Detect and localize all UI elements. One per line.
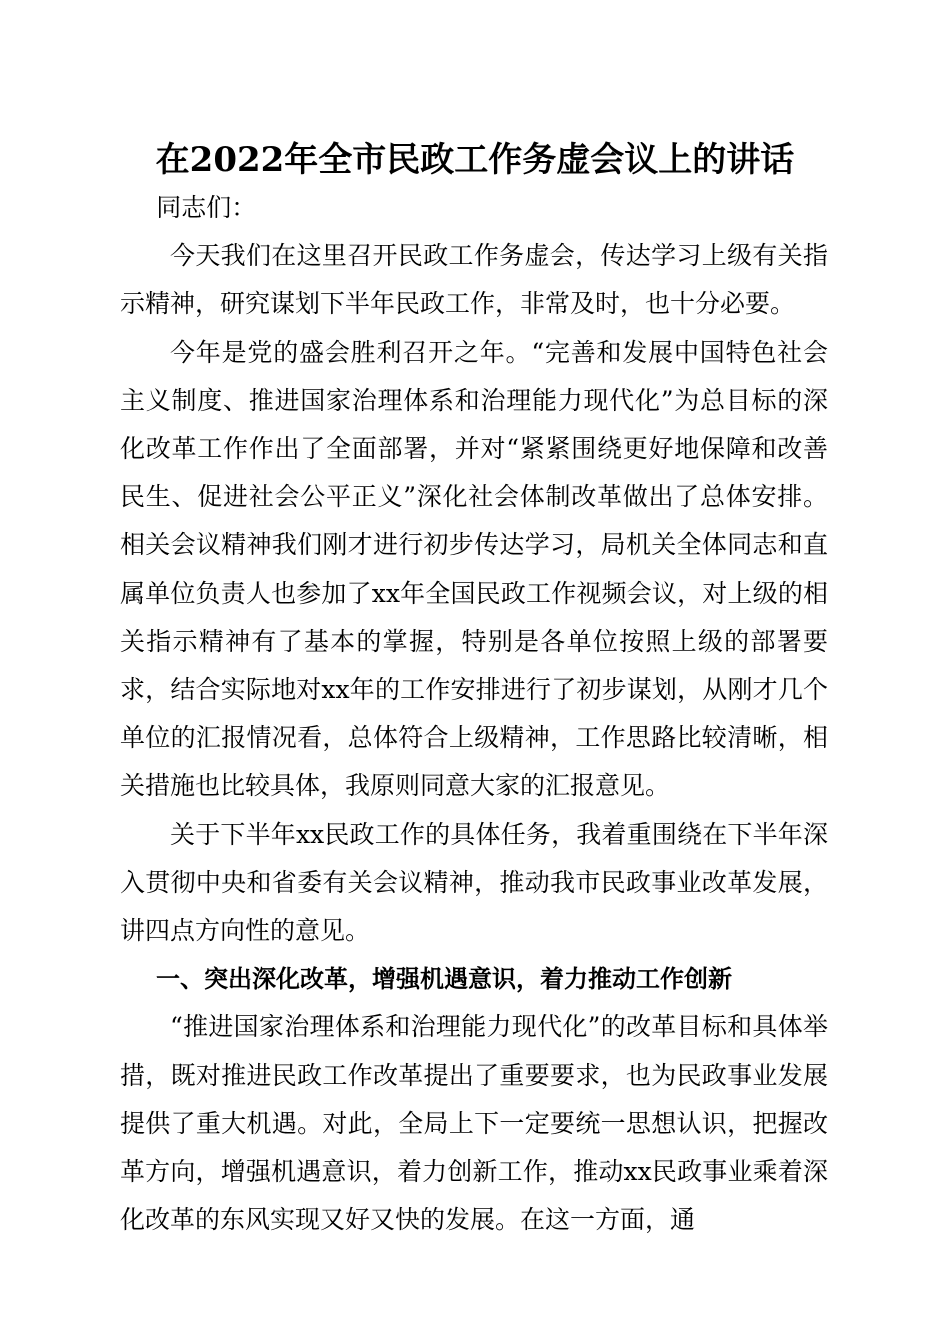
greeting: 同志们：	[156, 193, 257, 222]
document-body	[120, 184, 828, 1244]
document-title: 在2022年全市民政工作务虚会议上的讲话	[155, 140, 795, 180]
section-1-paragraph: “推进国家治理体系和治理能力现代化”的改革目标和具体举措，既对推进民政工作改革提出了重要要求，也为民政事业发展提供了重大机遇。对此，全局上下一定要统一思想认识，把握改革方向，增强机遇意识，着力创新工作，推动xx民政事业乘着深化改革的东风实现又好又快的发展。在这一方面，通	[120, 1012, 828, 1235]
paragraph-background: 今年是党的盛会胜利召开之年。“完善和发展中国特色社会主义制度、推进国家治理体系和治理能力现代化”为总目标的深化改革工作作出了全面部署，并对“紧紧围绕更好地保障和改善民生、促进社会公平正义”深化社会体制改革做出了总体安排。相关会议精神我们刚才进行初步传达学习，局机关全体同志和直属单位负责人也参加了xx年全国民政工作视频会议，对上级的相关指示精神有了基本的掌握，特别是各单位按照上级的部署要求，结合实际地对xx年的工作安排进行了初步谋划，从刚才几个单位的汇报情况看，总体符合上级精神，工作思路比较清晰，相关措施也比较具体，我原则同意大家的汇报意见。	[120, 337, 828, 801]
paragraph-intro: 今天我们在这里召开民政工作务虚会，传达学习上级有关指示精神，研究谋划下半年民政工作，非常及时，也十分必要。	[120, 241, 828, 319]
section-heading-1: 一、突出深化改革，增强机遇意识，着力推动工作创新	[156, 965, 732, 994]
paragraph-tasks: 关于下半年xx民政工作的具体任务，我着重围绕在下半年深入贯彻中央和省委有关会议精神，推动我市民政事业改革发展，讲四点方向性的意见。	[120, 819, 828, 946]
